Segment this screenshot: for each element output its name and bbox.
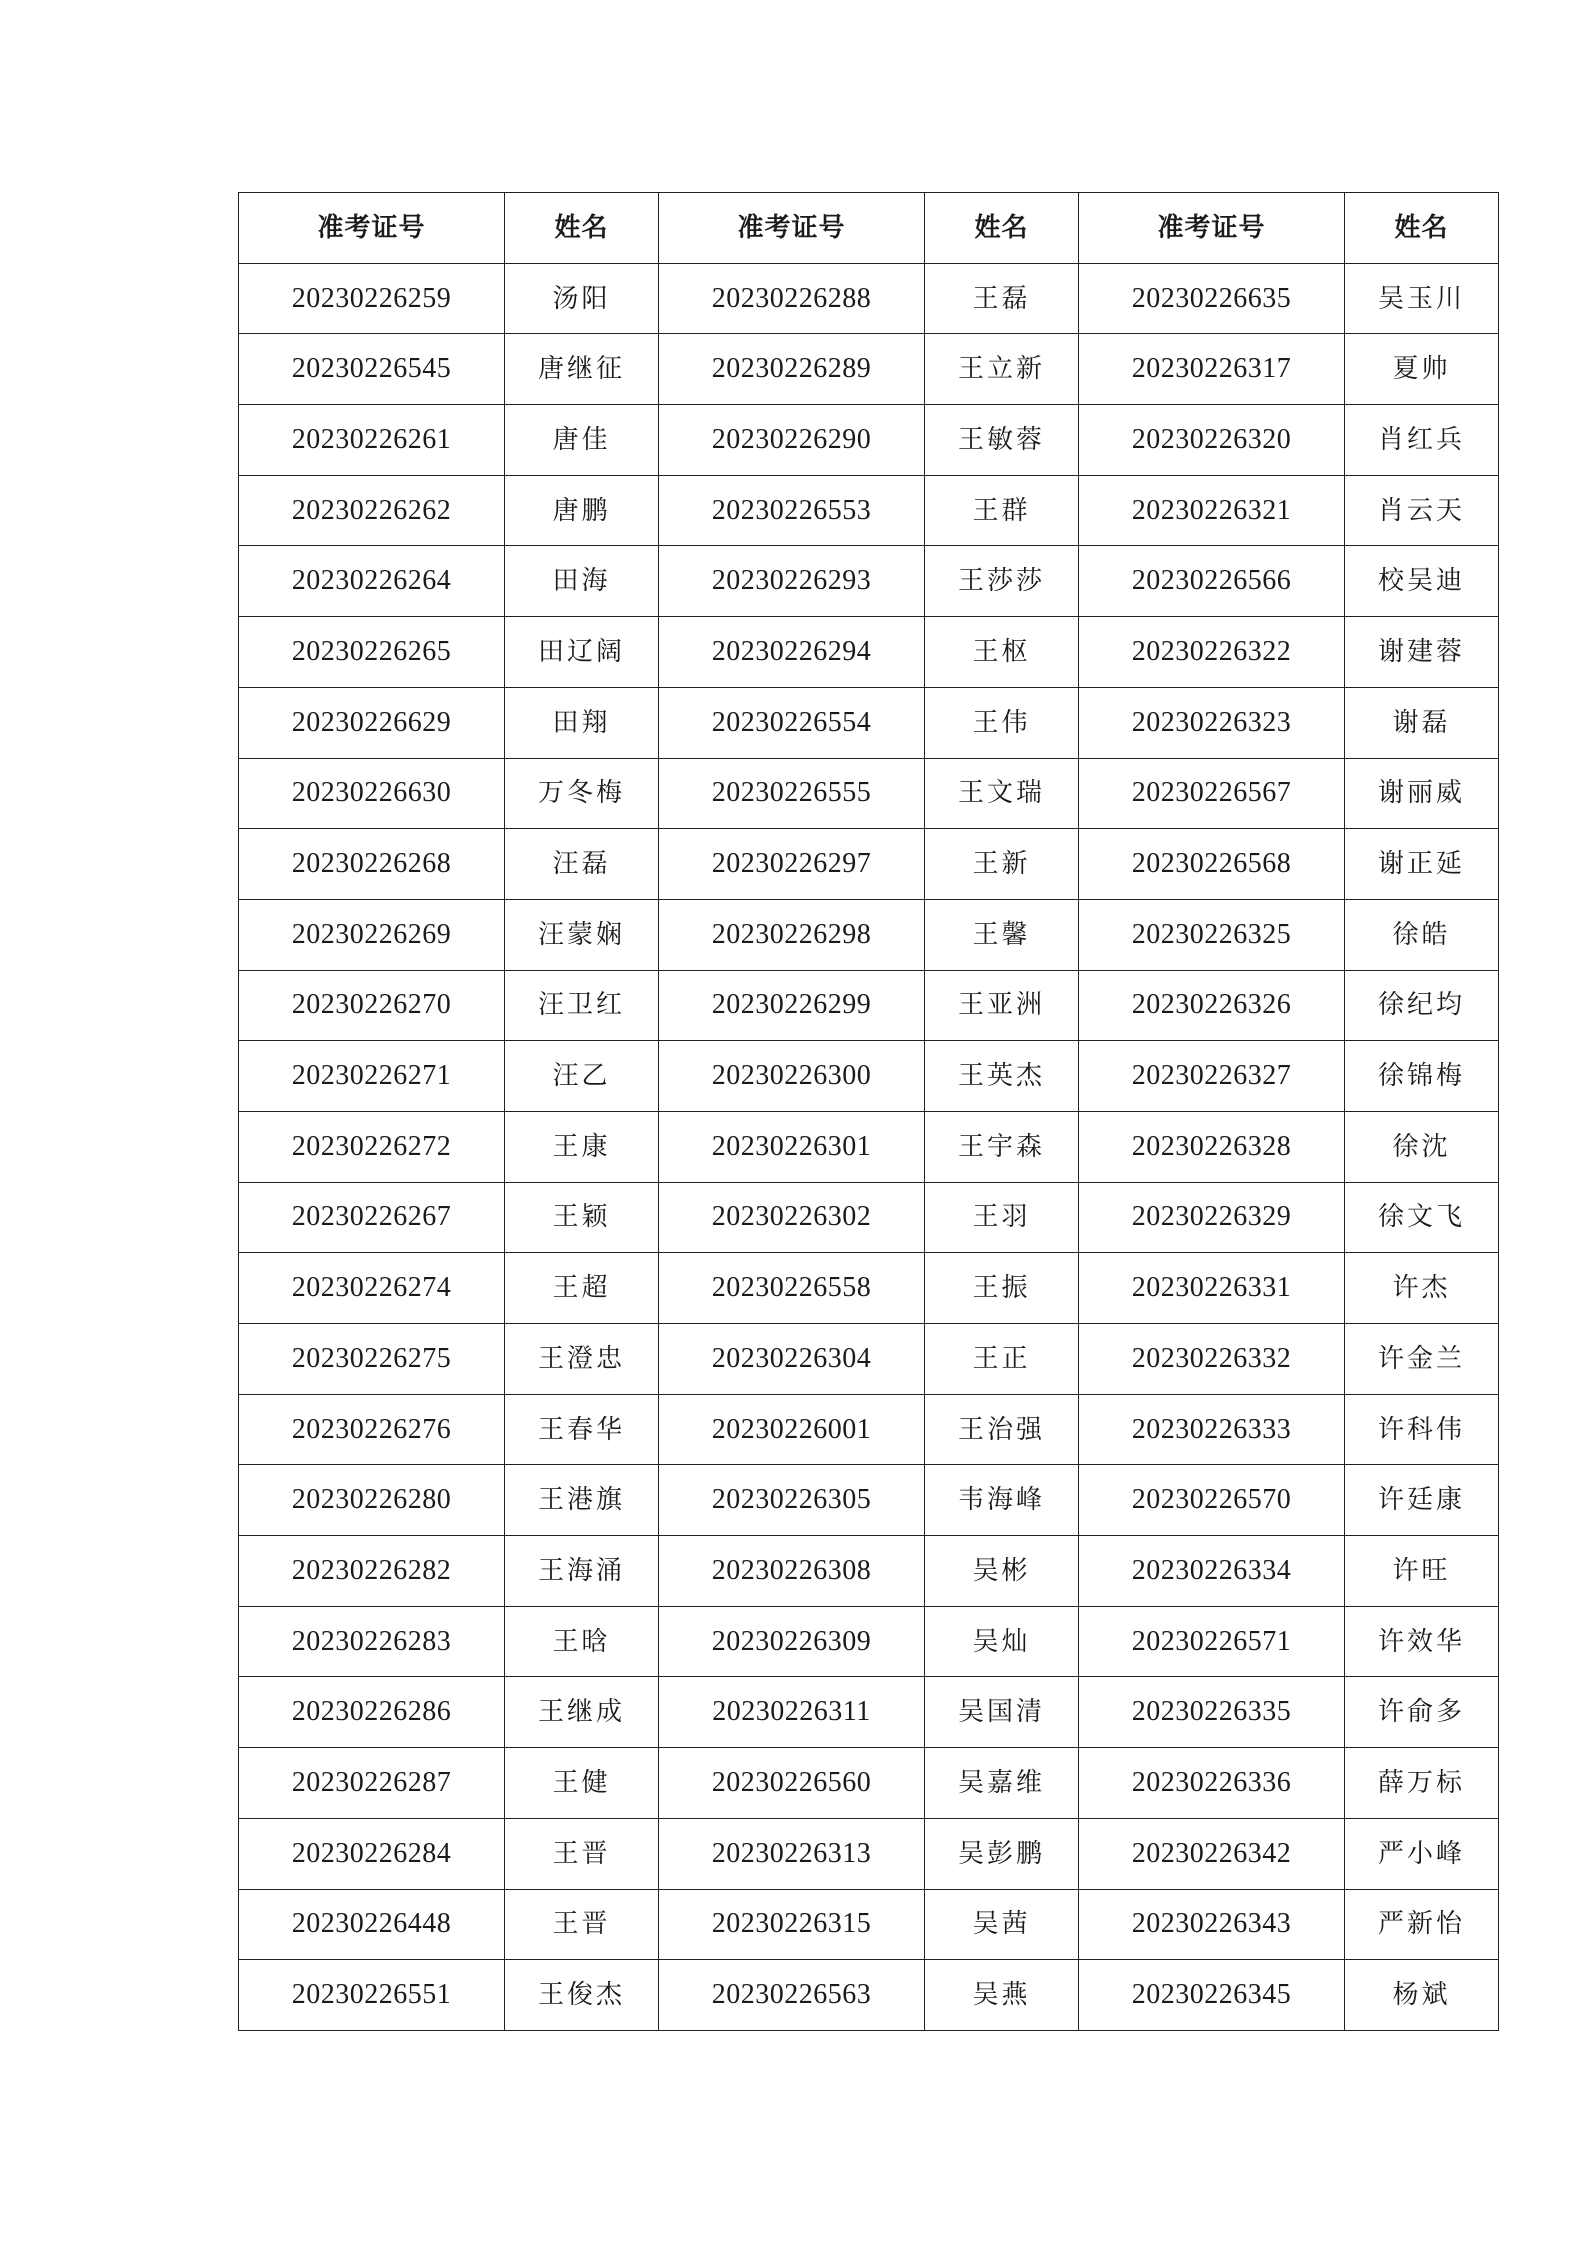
table-row — [239, 758, 1499, 829]
exam-id-cell: 20230226635 — [1079, 263, 1345, 334]
table-body — [239, 263, 1499, 2030]
candidate-name-cell: 田海 — [505, 546, 659, 617]
candidate-name-cell: 徐纪均 — [1345, 970, 1499, 1041]
exam-id-cell: 20230226270 — [239, 970, 505, 1041]
table-row — [239, 829, 1499, 900]
table-row — [239, 1748, 1499, 1819]
candidate-name-cell: 谢磊 — [1345, 687, 1499, 758]
exam-id-cell: 20230226269 — [239, 899, 505, 970]
candidate-name-cell: 许旺 — [1345, 1536, 1499, 1607]
exam-id-cell: 20230226262 — [239, 475, 505, 546]
candidate-name-cell: 徐锦梅 — [1345, 1041, 1499, 1112]
exam-id-cell: 20230226322 — [1079, 617, 1345, 688]
exam-id-cell: 20230226560 — [659, 1748, 925, 1819]
candidate-name-cell: 王亚洲 — [925, 970, 1079, 1041]
exam-id-cell: 20230226283 — [239, 1606, 505, 1677]
candidate-table — [238, 192, 1499, 2031]
candidate-name-cell: 许效华 — [1345, 1606, 1499, 1677]
table-row — [239, 617, 1499, 688]
exam-id-cell: 20230226289 — [659, 334, 925, 405]
table-row — [239, 475, 1499, 546]
exam-id-cell: 20230226276 — [239, 1394, 505, 1465]
candidate-name-cell: 许科伟 — [1345, 1394, 1499, 1465]
exam-id-cell: 20230226317 — [1079, 334, 1345, 405]
candidate-name-cell: 谢正延 — [1345, 829, 1499, 900]
header-row — [239, 193, 1499, 264]
exam-id-cell: 20230226301 — [659, 1111, 925, 1182]
candidate-name-cell: 校吴迪 — [1345, 546, 1499, 617]
exam-id-cell: 20230226545 — [239, 334, 505, 405]
header-exam-id: 准考证号 — [239, 193, 505, 264]
candidate-name-cell: 王正 — [925, 1324, 1079, 1395]
table-row — [239, 1677, 1499, 1748]
exam-id-cell: 20230226299 — [659, 970, 925, 1041]
candidate-name-cell: 薛万标 — [1345, 1748, 1499, 1819]
exam-id-cell: 20230226287 — [239, 1748, 505, 1819]
table-row — [239, 1394, 1499, 1465]
exam-id-cell: 20230226305 — [659, 1465, 925, 1536]
candidate-name-cell: 许廷康 — [1345, 1465, 1499, 1536]
exam-id-cell: 20230226267 — [239, 1182, 505, 1253]
candidate-name-cell: 吴茜 — [925, 1889, 1079, 1960]
exam-id-cell: 20230226345 — [1079, 1960, 1345, 2031]
table-row — [239, 1324, 1499, 1395]
exam-id-cell: 20230226300 — [659, 1041, 925, 1112]
exam-id-cell: 20230226265 — [239, 617, 505, 688]
candidate-name-cell: 夏帅 — [1345, 334, 1499, 405]
exam-id-cell: 20230226308 — [659, 1536, 925, 1607]
candidate-name-cell: 汪磊 — [505, 829, 659, 900]
candidate-name-cell: 王晋 — [505, 1818, 659, 1889]
exam-id-cell: 20230226329 — [1079, 1182, 1345, 1253]
exam-id-cell: 20230226335 — [1079, 1677, 1345, 1748]
candidate-name-cell: 汪乙 — [505, 1041, 659, 1112]
exam-id-cell: 20230226563 — [659, 1960, 925, 2031]
candidate-name-cell: 吴国清 — [925, 1677, 1079, 1748]
table-row — [239, 263, 1499, 334]
table-row — [239, 687, 1499, 758]
candidate-name-cell: 严小峰 — [1345, 1818, 1499, 1889]
exam-id-cell: 20230226275 — [239, 1324, 505, 1395]
exam-id-cell: 20230226343 — [1079, 1889, 1345, 1960]
candidate-name-cell: 王文瑞 — [925, 758, 1079, 829]
header-exam-id: 准考证号 — [659, 193, 925, 264]
exam-id-cell: 20230226274 — [239, 1253, 505, 1324]
candidate-name-cell: 谢丽威 — [1345, 758, 1499, 829]
candidate-name-cell: 唐佳 — [505, 405, 659, 476]
candidate-name-cell: 王敏蓉 — [925, 405, 1079, 476]
candidate-name-cell: 吴玉川 — [1345, 263, 1499, 334]
candidate-name-cell: 杨斌 — [1345, 1960, 1499, 2031]
exam-id-cell: 20230226326 — [1079, 970, 1345, 1041]
table-row — [239, 1606, 1499, 1677]
candidate-name-cell: 韦海峰 — [925, 1465, 1079, 1536]
candidate-name-cell: 吴彬 — [925, 1536, 1079, 1607]
candidate-name-cell: 唐继征 — [505, 334, 659, 405]
candidate-name-cell: 徐沈 — [1345, 1111, 1499, 1182]
table-row — [239, 899, 1499, 970]
candidate-name-cell: 王羽 — [925, 1182, 1079, 1253]
header-exam-id: 准考证号 — [1079, 193, 1345, 264]
exam-id-cell: 20230226284 — [239, 1818, 505, 1889]
roster-sheet — [238, 192, 1499, 2031]
exam-id-cell: 20230226264 — [239, 546, 505, 617]
table-row — [239, 1960, 1499, 2031]
candidate-name-cell: 王枢 — [925, 617, 1079, 688]
candidate-name-cell: 许金兰 — [1345, 1324, 1499, 1395]
exam-id-cell: 20230226323 — [1079, 687, 1345, 758]
exam-id-cell: 20230226332 — [1079, 1324, 1345, 1395]
candidate-name-cell: 许俞多 — [1345, 1677, 1499, 1748]
candidate-name-cell: 王澄忠 — [505, 1324, 659, 1395]
exam-id-cell: 20230226309 — [659, 1606, 925, 1677]
candidate-name-cell: 王健 — [505, 1748, 659, 1819]
exam-id-cell: 20230226551 — [239, 1960, 505, 2031]
exam-id-cell: 20230226555 — [659, 758, 925, 829]
candidate-name-cell: 徐皓 — [1345, 899, 1499, 970]
exam-id-cell: 20230226261 — [239, 405, 505, 476]
candidate-name-cell: 吴灿 — [925, 1606, 1079, 1677]
candidate-name-cell: 王群 — [925, 475, 1079, 546]
exam-id-cell: 20230226286 — [239, 1677, 505, 1748]
candidate-name-cell: 王馨 — [925, 899, 1079, 970]
header-name: 姓名 — [1345, 193, 1499, 264]
exam-id-cell: 20230226571 — [1079, 1606, 1345, 1677]
candidate-name-cell: 王晋 — [505, 1889, 659, 1960]
exam-id-cell: 20230226280 — [239, 1465, 505, 1536]
candidate-name-cell: 吴彭鹏 — [925, 1818, 1079, 1889]
exam-id-cell: 20230226554 — [659, 687, 925, 758]
exam-id-cell: 20230226001 — [659, 1394, 925, 1465]
exam-id-cell: 20230226321 — [1079, 475, 1345, 546]
table-row — [239, 1889, 1499, 1960]
exam-id-cell: 20230226333 — [1079, 1394, 1345, 1465]
table-row — [239, 334, 1499, 405]
table-row — [239, 1253, 1499, 1324]
table-row — [239, 1818, 1499, 1889]
exam-id-cell: 20230226629 — [239, 687, 505, 758]
exam-id-cell: 20230226272 — [239, 1111, 505, 1182]
candidate-name-cell: 王春华 — [505, 1394, 659, 1465]
exam-id-cell: 20230226297 — [659, 829, 925, 900]
exam-id-cell: 20230226313 — [659, 1818, 925, 1889]
exam-id-cell: 20230226293 — [659, 546, 925, 617]
exam-id-cell: 20230226290 — [659, 405, 925, 476]
table-row — [239, 1182, 1499, 1253]
candidate-name-cell: 王立新 — [925, 334, 1079, 405]
candidate-name-cell: 王治强 — [925, 1394, 1079, 1465]
candidate-name-cell: 王伟 — [925, 687, 1079, 758]
table-header — [239, 193, 1499, 264]
exam-id-cell: 20230226570 — [1079, 1465, 1345, 1536]
exam-id-cell: 20230226302 — [659, 1182, 925, 1253]
candidate-name-cell: 王继成 — [505, 1677, 659, 1748]
candidate-name-cell: 严新怡 — [1345, 1889, 1499, 1960]
candidate-name-cell: 王莎莎 — [925, 546, 1079, 617]
exam-id-cell: 20230226298 — [659, 899, 925, 970]
exam-id-cell: 20230226327 — [1079, 1041, 1345, 1112]
candidate-name-cell: 王颖 — [505, 1182, 659, 1253]
exam-id-cell: 20230226568 — [1079, 829, 1345, 900]
header-name: 姓名 — [925, 193, 1079, 264]
candidate-name-cell: 田翔 — [505, 687, 659, 758]
candidate-name-cell: 王英杰 — [925, 1041, 1079, 1112]
exam-id-cell: 20230226294 — [659, 617, 925, 688]
exam-id-cell: 20230226334 — [1079, 1536, 1345, 1607]
candidate-name-cell: 许杰 — [1345, 1253, 1499, 1324]
exam-id-cell: 20230226282 — [239, 1536, 505, 1607]
table-row — [239, 405, 1499, 476]
candidate-name-cell: 王振 — [925, 1253, 1079, 1324]
candidate-name-cell: 万冬梅 — [505, 758, 659, 829]
exam-id-cell: 20230226320 — [1079, 405, 1345, 476]
candidate-name-cell: 徐文飞 — [1345, 1182, 1499, 1253]
exam-id-cell: 20230226558 — [659, 1253, 925, 1324]
table-row — [239, 1041, 1499, 1112]
candidate-name-cell: 肖云天 — [1345, 475, 1499, 546]
header-name: 姓名 — [505, 193, 659, 264]
candidate-name-cell: 王俊杰 — [505, 1960, 659, 2031]
candidate-name-cell: 王海涌 — [505, 1536, 659, 1607]
candidate-name-cell: 王宇森 — [925, 1111, 1079, 1182]
table-row — [239, 1465, 1499, 1536]
exam-id-cell: 20230226553 — [659, 475, 925, 546]
candidate-name-cell: 肖红兵 — [1345, 405, 1499, 476]
candidate-name-cell: 谢建蓉 — [1345, 617, 1499, 688]
exam-id-cell: 20230226288 — [659, 263, 925, 334]
candidate-name-cell: 王康 — [505, 1111, 659, 1182]
candidate-name-cell: 王晗 — [505, 1606, 659, 1677]
exam-id-cell: 20230226342 — [1079, 1818, 1345, 1889]
candidate-name-cell: 唐鹏 — [505, 475, 659, 546]
candidate-name-cell: 王超 — [505, 1253, 659, 1324]
candidate-name-cell: 吴嘉维 — [925, 1748, 1079, 1819]
exam-id-cell: 20230226311 — [659, 1677, 925, 1748]
table-row — [239, 1111, 1499, 1182]
table-row — [239, 1536, 1499, 1607]
exam-id-cell: 20230226315 — [659, 1889, 925, 1960]
candidate-name-cell: 汪卫红 — [505, 970, 659, 1041]
candidate-name-cell: 田辽阔 — [505, 617, 659, 688]
exam-id-cell: 20230226304 — [659, 1324, 925, 1395]
exam-id-cell: 20230226268 — [239, 829, 505, 900]
candidate-name-cell: 王磊 — [925, 263, 1079, 334]
exam-id-cell: 20230226331 — [1079, 1253, 1345, 1324]
exam-id-cell: 20230226271 — [239, 1041, 505, 1112]
exam-id-cell: 20230226336 — [1079, 1748, 1345, 1819]
table-row — [239, 970, 1499, 1041]
exam-id-cell: 20230226630 — [239, 758, 505, 829]
exam-id-cell: 20230226448 — [239, 1889, 505, 1960]
exam-id-cell: 20230226325 — [1079, 899, 1345, 970]
table-row — [239, 546, 1499, 617]
candidate-name-cell: 吴燕 — [925, 1960, 1079, 2031]
candidate-name-cell: 王港旗 — [505, 1465, 659, 1536]
exam-id-cell: 20230226328 — [1079, 1111, 1345, 1182]
exam-id-cell: 20230226567 — [1079, 758, 1345, 829]
candidate-name-cell: 汤阳 — [505, 263, 659, 334]
candidate-name-cell: 王新 — [925, 829, 1079, 900]
exam-id-cell: 20230226259 — [239, 263, 505, 334]
candidate-name-cell: 汪蒙娴 — [505, 899, 659, 970]
exam-id-cell: 20230226566 — [1079, 546, 1345, 617]
